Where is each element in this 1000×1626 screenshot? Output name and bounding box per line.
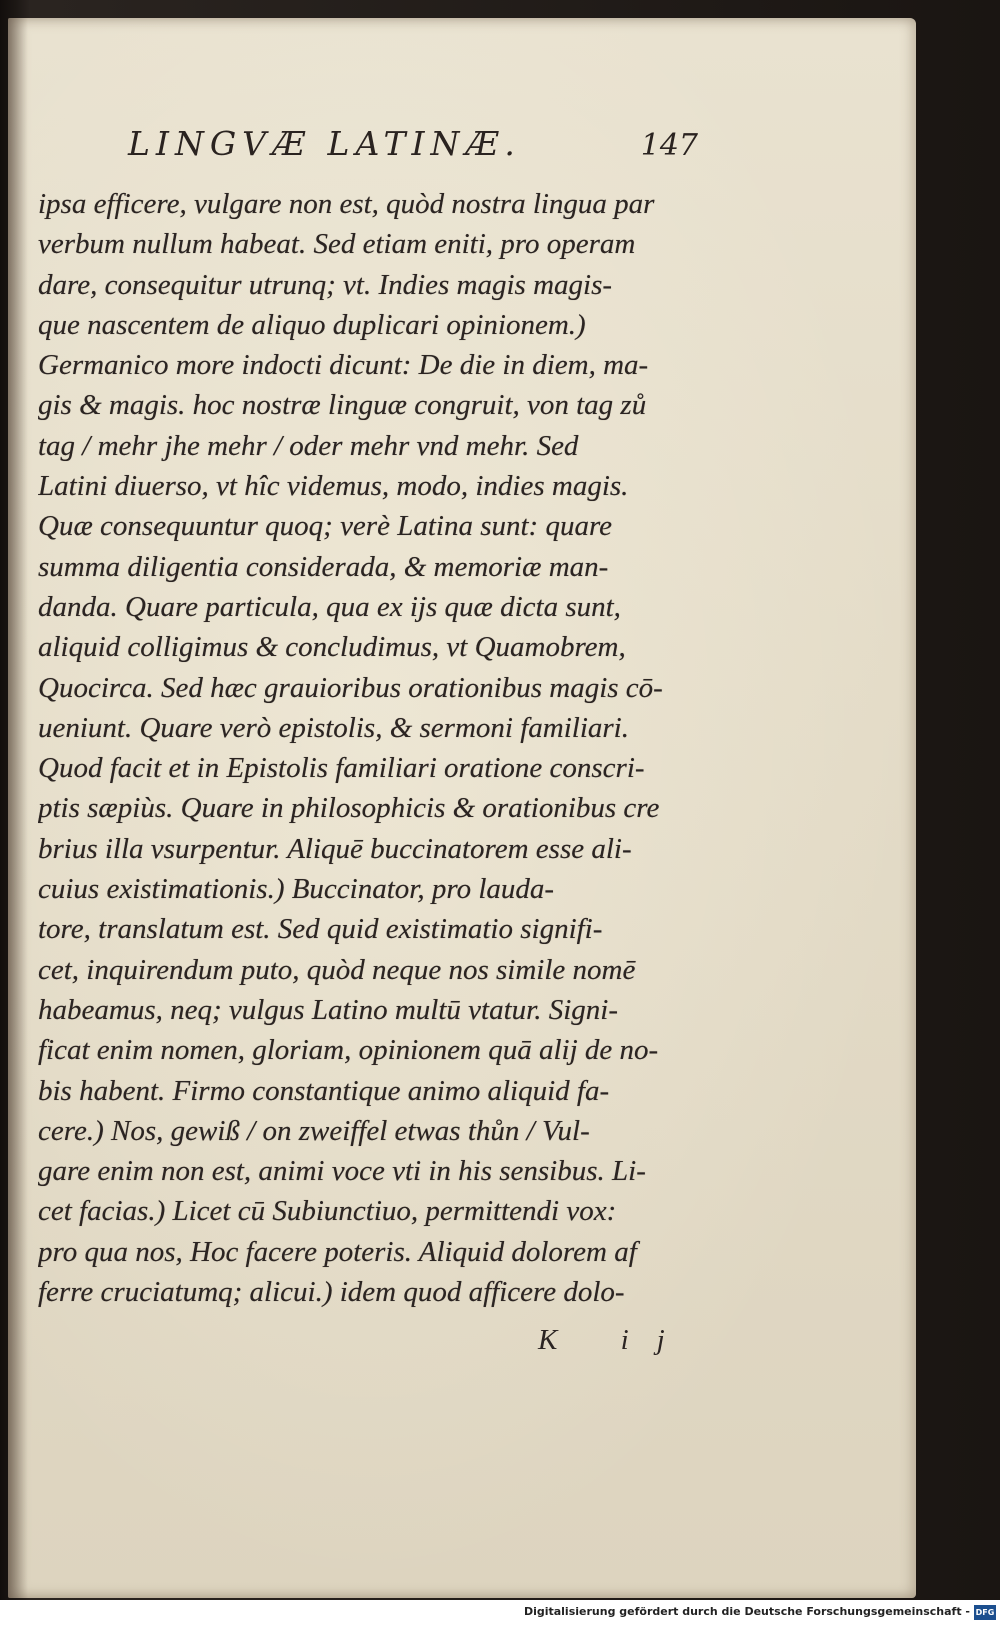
text-line: bis habent. Firmo constantique animo aliquid fa- (38, 1074, 610, 1107)
text-line: summa diligentia considerada, & memoriæ man- (38, 550, 609, 583)
text-line: Quæ consequuntur quoq; verè Latina sunt: quare (38, 510, 613, 543)
text-line: Quod facit et in Epistolis familiari oratione conscri- (38, 752, 645, 785)
text-line: ipsa efficere, vulgare non est, quòd nostra lingua par (38, 188, 655, 220)
text-line: tag / mehr jhe mehr / oder mehr vnd mehr. Sed (38, 429, 579, 462)
text-line: gare enim non est, animi voce vti in his sensibus. Li- (38, 1155, 646, 1188)
footer-bar (0, 1600, 1000, 1626)
text-line: cere.) Nos, gewiß / on zweiffel etwas thůn / Vul- (38, 1114, 590, 1147)
book-page (8, 18, 916, 1598)
text-line: ueniunt. Quare verò epistolis, & sermoni familiari. (38, 711, 629, 744)
text-line: habeamus, neq; vulgus Latino multū vtatur. Signi- (38, 993, 618, 1026)
text-line: verbum nullum habeat. Sed etiam eniti, pro operam (38, 228, 636, 261)
text-line: aliquid colligimus & concludimus, vt Quamobrem, (38, 631, 626, 664)
text-line: Quocirca. Sed hæc grauioribus orationibus magis cō- (38, 671, 663, 704)
page-header (128, 124, 698, 174)
text-line: cet facias.) Licet cū Subiunctiuo, permittendi vox: (38, 1195, 617, 1228)
dfg-logo-icon: DFG (974, 1605, 996, 1620)
text-line: que nascentem de aliquo duplicari opinionem.) (38, 308, 586, 341)
text-line: pro qua nos, Hoc facere poteris. Aliquid dolorem af (38, 1235, 637, 1268)
text-line: cet, inquirendum puto, quòd neque nos simile nomē (38, 953, 636, 986)
body-text (38, 184, 718, 1312)
text-line: ficat enim nomen, gloriam, opinionem quā alij de no- (38, 1034, 659, 1067)
text-line: dare, consequitur utrunq; vt. Indies magis magis- (38, 268, 613, 301)
text-line: ferre cruciatumq; alicui.) idem quod afficere dolo- (38, 1276, 625, 1309)
funding-credit: Digitalisierung gefördert durch die Deutsche Forschungsgemeinschaft - (523, 1605, 970, 1618)
page-number: 147 (640, 128, 698, 163)
text-line: tore, translatum est. Sed quid existimatio signifi- (38, 913, 603, 946)
running-head: LINGVÆ LATINÆ. (128, 124, 521, 163)
text-line: Latini diuerso, vt hîc videmus, modo, indies magis. (38, 470, 629, 503)
text-line: Germanico more indocti dicunt: De die in diem, ma- (38, 349, 649, 382)
text-line: ptis sæpiùs. Quare in philosophicis & orationibus cre (38, 792, 660, 825)
text-line: gis & magis. hoc nostræ linguæ congruit, von tag zů (38, 389, 647, 422)
text-line: brius illa vsurpentur. Aliquē buccinatorem esse ali- (38, 832, 632, 865)
text-line: cuius existimationis.) Buccinator, pro lauda- (38, 873, 555, 906)
text-line: danda. Quare particula, qua ex ijs quæ dicta sunt, (38, 590, 621, 623)
signature-mark: K ij (538, 1324, 693, 1356)
